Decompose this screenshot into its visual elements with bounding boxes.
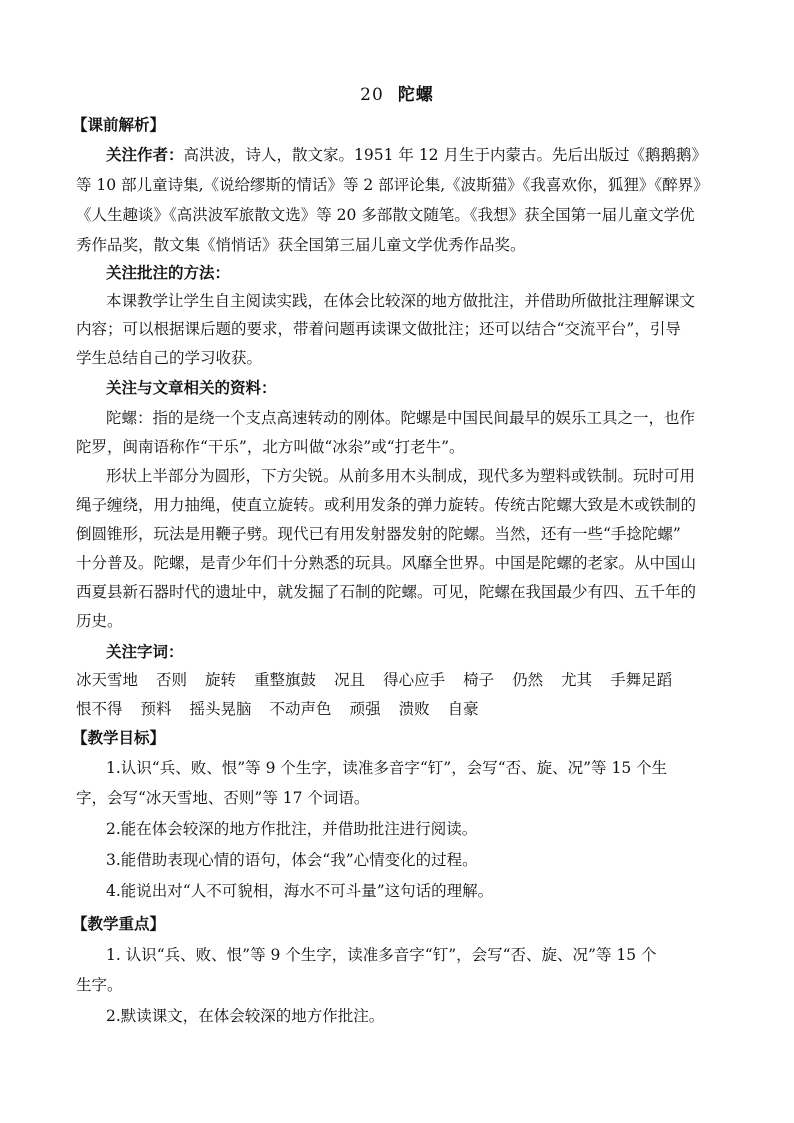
method-line: 本课教学让学生自主阅读实践，在体会比较深的地方做批注，并借助所做批注理解课文	[106, 292, 696, 310]
lesson-number: 20	[360, 85, 384, 105]
goal-line: 3.能借助表现心情的语句，体会“我”心情变化的过程。	[106, 851, 478, 869]
material-line: 陀罗，闽南语称作“干乐”，北方叫做“冰尜”或“打老牛”。	[76, 438, 465, 456]
author-paragraph	[106, 140, 726, 170]
material-line: 陀螺：指的是绕一个支点高速转动的刚体。陀螺是中国民间最早的娱乐工具之一，也作	[106, 409, 696, 427]
vocab-word: 尤其	[561, 671, 593, 689]
vocab-word: 旋转	[205, 671, 237, 689]
section-heading-prelesson: 【课前解析】	[72, 115, 166, 134]
vocab-word: 顽强	[349, 700, 381, 718]
material-line: 历史。	[76, 612, 123, 630]
method-label: 关注批注的方法：	[106, 263, 231, 282]
keypoint-line: 生字。	[76, 976, 123, 994]
goal-line: 1.认识“兵、败、恨”等 9 个生字，读准多音字“钉”，会写“否、旋、况”等 15 个生	[106, 759, 668, 777]
method-line: 学生总结自己的学习收获。	[76, 349, 263, 367]
material-line: 西夏县新石器时代的遗址中，就发掘了石制的陀螺。可见，陀螺在我国最少有四、五千年的	[76, 583, 697, 601]
lesson-name: 陀螺	[397, 85, 434, 105]
material-line: 倒圆锥形，玩法是用鞭子劈。现代已有用发射器发射的陀螺。当然，还有一些“手捻陀螺”	[76, 525, 681, 543]
method-line: 内容；可以根据课后题的要求，带着问题再读课文做批注；还可以结合“交流平台”，引导	[76, 320, 681, 338]
vocab-word: 重整旗鼓	[254, 671, 317, 689]
section-heading-keypoints: 【教学重点】	[72, 914, 166, 933]
vocab-word: 况且	[334, 671, 366, 689]
vocab-label: 关注字词：	[106, 642, 184, 661]
material-line: 十分普及。陀螺，是青少年们十分熟悉的玩具。风靡全世界。中国是陀螺的老家。从中国山	[76, 554, 697, 572]
goal-line: 4.能说出对“人不可貌相，海水不可斗量”这句话的理解。	[106, 882, 494, 900]
vocab-word: 预料	[140, 700, 172, 718]
goal-line: 字，会写“冰天雪地、否则”等 17 个词语。	[76, 789, 370, 807]
lesson-title	[0, 80, 794, 105]
vocab-row	[76, 694, 726, 724]
vocab-word: 冰天雪地	[76, 671, 139, 689]
vocab-word: 摇头晃脑	[189, 700, 252, 718]
author-label: 关注作者：	[106, 145, 184, 164]
vocab-word: 自豪	[447, 700, 479, 718]
section-heading-goals: 【教学目标】	[72, 728, 166, 747]
vocab-word: 恨不得	[76, 700, 123, 718]
material-line: 形状上半部分为圆形，下方尖锐。从前多用木头制成，现代多为塑料或铁制。玩时可用	[106, 467, 696, 485]
vocab-word: 椅子	[463, 671, 495, 689]
keypoint-line: 2.默读课文，在体会较深的地方作批注。	[106, 1007, 385, 1025]
vocab-word: 否则	[156, 671, 188, 689]
vocab-word: 溃败	[398, 700, 430, 718]
goal-line: 2.能在体会较深的地方作批注，并借助批注进行阅读。	[106, 820, 478, 838]
vocab-word: 仍然	[512, 671, 544, 689]
vocab-row	[76, 665, 726, 695]
author-line: 《人生趣谈》《高洪波军旅散文选》等 20 多部散文随笔。《我想》获全国第一届儿童文学优	[76, 206, 695, 224]
author-line: 秀作品奖，散文集《悄悄话》获全国第三届儿童文学优秀作品奖。	[76, 236, 526, 254]
author-line: 等 10 部儿童诗集,《说给缪斯的情话》等 2 部评论集,《波斯猫》《我喜欢你，狐狸》《醉界》	[76, 176, 709, 194]
author-line: 高洪波，诗人，散文家。1951 年 12 月生于内蒙古。先后出版过《鹅鹅鹅》	[183, 146, 707, 164]
keypoint-line: 1. 认识“兵、败、恨”等 9 个生字，读准多音字“钉”，会写“否、旋、况”等 15 个	[106, 946, 657, 964]
vocab-word: 不动声色	[269, 700, 332, 718]
vocab-word: 得心应手	[383, 671, 446, 689]
vocab-word: 手舞足蹈	[610, 671, 673, 689]
material-line: 绳子缠绕，用力抽绳，使直立旋转。或利用发条的弹力旋转。传统古陀螺大致是木或铁制的	[76, 496, 697, 514]
material-label: 关注与文章相关的资料：	[106, 378, 277, 397]
